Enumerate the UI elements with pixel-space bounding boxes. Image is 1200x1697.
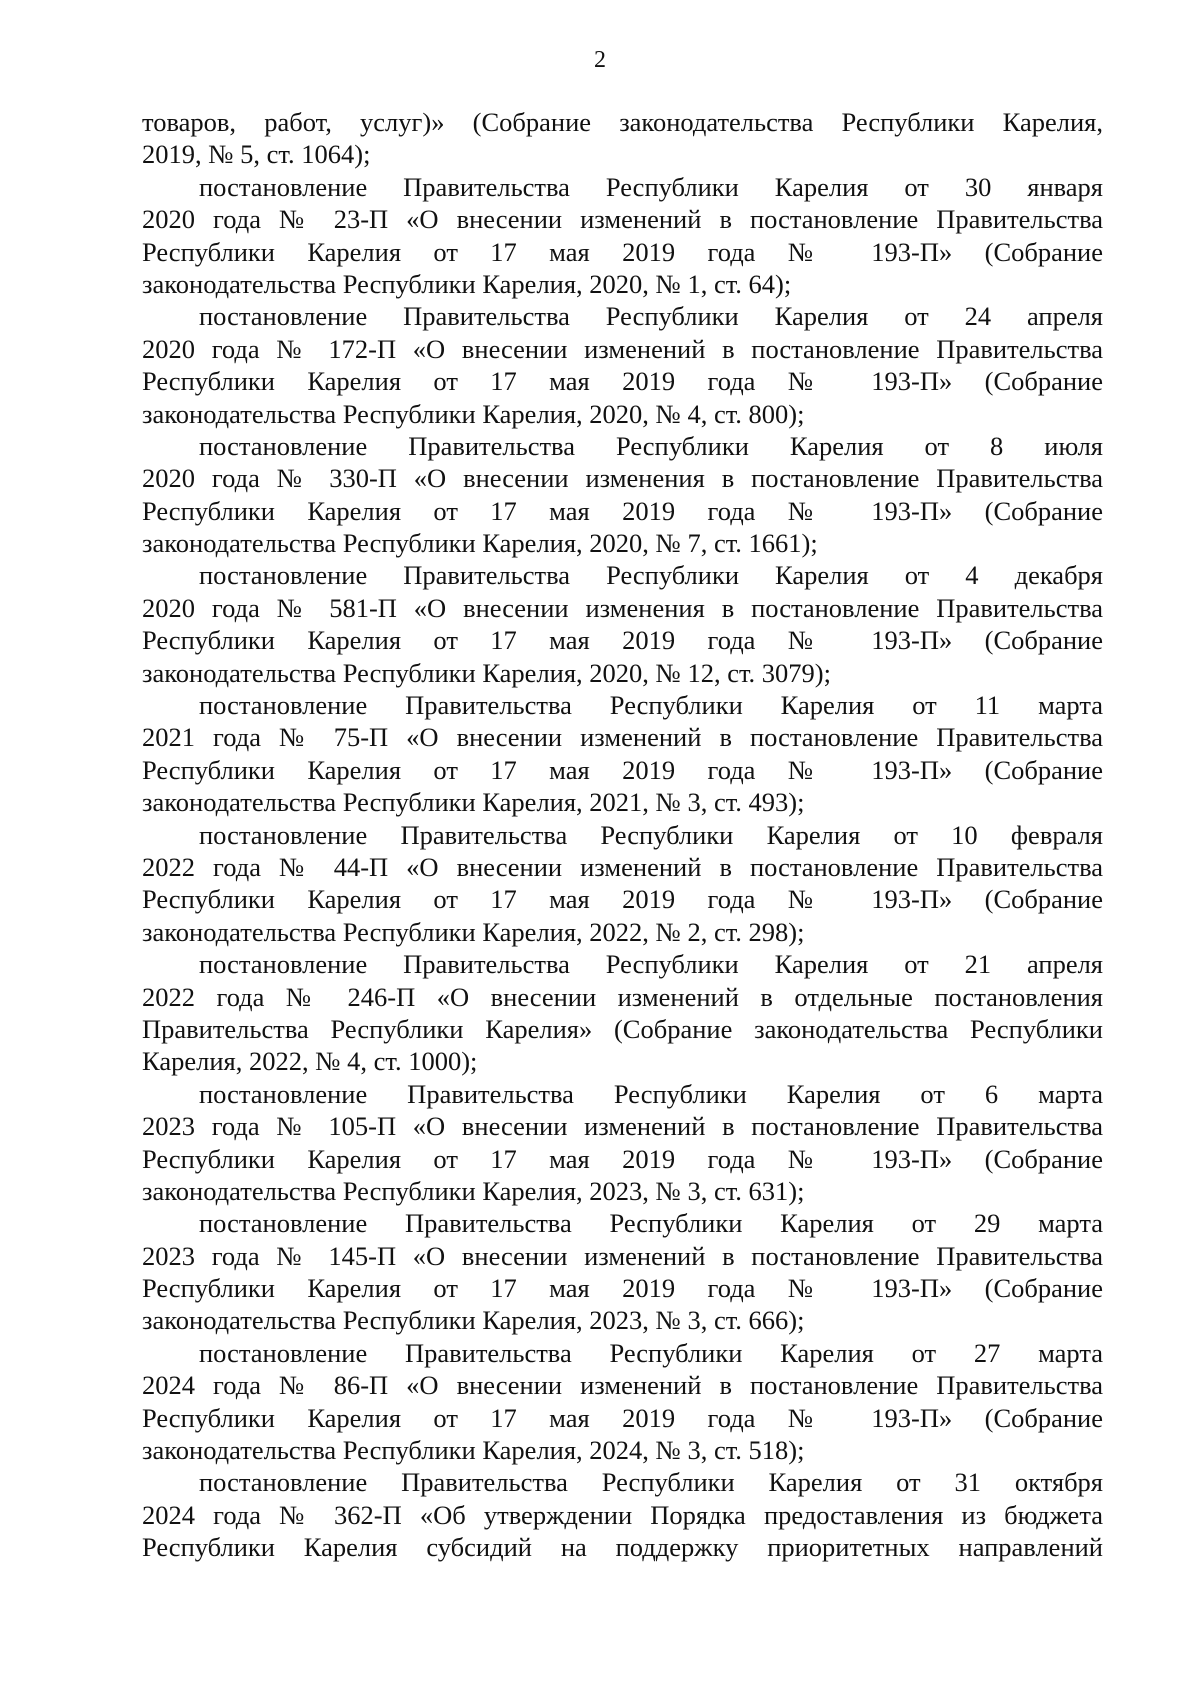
paragraph-line: Республики Карелия от 17 мая 2019 года № 193-П» (Собрание — [142, 1143, 1103, 1174]
paragraph-line: законодательства Республики Карелия, 2020, № 4, ст. 800); — [142, 398, 805, 429]
paragraph-line: постановление Правительства Республики Карелия от 10 февраля — [199, 819, 1103, 850]
paragraph-line: постановление Правительства Республики Карелия от 30 января — [199, 171, 1103, 202]
paragraph-line: Правительства Республики Карелия» (Собрание законодательства Республики — [142, 1013, 1103, 1044]
paragraph-line: 2021 года № 75-П «О внесении изменений в постановление Правительства — [142, 722, 1103, 753]
document-paragraph — [142, 171, 1103, 301]
paragraph-line: постановление Правительства Республики Карелия от 6 марта — [199, 1078, 1103, 1109]
paragraph-line: законодательства Республики Карелия, 2020, № 12, ст. 3079); — [142, 657, 831, 688]
paragraph-line: постановление Правительства Республики Карелия от 4 декабря — [199, 560, 1103, 591]
paragraph-line: 2020 года № 330-П «О внесении изменения в постановление Правительства — [142, 463, 1103, 494]
paragraph-line: Карелия, 2022, № 4, ст. 1000); — [142, 1046, 478, 1077]
document-paragraph — [142, 689, 1103, 819]
paragraph-line: Республики Карелия от 17 мая 2019 года № 193-П» (Собрание — [142, 366, 1103, 397]
paragraph-line: законодательства Республики Карелия, 2022, № 2, ст. 298); — [142, 916, 805, 947]
document-paragraph — [142, 106, 1103, 171]
paragraph-line: постановление Правительства Республики Карелия от 29 марта — [199, 1208, 1103, 1239]
paragraph-line: постановление Правительства Республики Карелия от 11 марта — [199, 690, 1103, 721]
paragraph-line: 2023 года № 145-П «О внесении изменений в постановление Правительства — [142, 1240, 1103, 1271]
paragraph-line: 2024 года № 362-П «Об утверждении Порядка предоставления из бюджета — [142, 1499, 1103, 1530]
paragraph-line: Республики Карелия от 17 мая 2019 года № 193-П» (Собрание — [142, 625, 1103, 656]
paragraph-line: законодательства Республики Карелия, 2023, № 3, ст. 666); — [142, 1305, 805, 1336]
paragraph-line: 2019, № 5, ст. 1064); — [142, 139, 371, 170]
document-paragraph — [142, 430, 1103, 560]
document-body — [142, 106, 1103, 1564]
paragraph-line: Республики Карелия субсидий на поддержку приоритетных направлений — [142, 1532, 1103, 1563]
document-paragraph — [142, 1337, 1103, 1467]
paragraph-line: Республики Карелия от 17 мая 2019 года № 193-П» (Собрание — [142, 1273, 1103, 1304]
paragraph-line: 2020 года № 23-П «О внесении изменений в постановление Правительства — [142, 204, 1103, 235]
paragraph-line: законодательства Республики Карелия, 2024, № 3, ст. 518); — [142, 1435, 805, 1466]
paragraph-line: постановление Правительства Республики Карелия от 31 октября — [199, 1467, 1103, 1498]
paragraph-line: 2020 года № 581-П «О внесении изменения в постановление Правительства — [142, 592, 1103, 623]
paragraph-line: законодательства Республики Карелия, 2023, № 3, ст. 631); — [142, 1175, 805, 1206]
paragraph-line: постановление Правительства Республики Карелия от 21 апреля — [199, 949, 1103, 980]
paragraph-line: законодательства Республики Карелия, 2020, № 7, ст. 1661); — [142, 528, 818, 559]
paragraph-line: Республики Карелия от 17 мая 2019 года № 193-П» (Собрание — [142, 495, 1103, 526]
page-number: 2 — [594, 47, 606, 73]
document-paragraph — [142, 819, 1103, 949]
document-paragraph — [142, 559, 1103, 689]
paragraph-line: законодательства Республики Карелия, 2021, № 3, ст. 493); — [142, 787, 805, 818]
paragraph-line: товаров, работ, услуг)» (Собрание законодательства Республики Карелия, — [142, 107, 1103, 137]
document-paragraph — [142, 1207, 1103, 1337]
paragraph-line: Республики Карелия от 17 мая 2019 года № 193-П» (Собрание — [142, 754, 1103, 785]
paragraph-line: 2020 года № 172-П «О внесении изменений в постановление Правительства — [142, 333, 1103, 364]
paragraph-line: 2024 года № 86-П «О внесении изменений в постановление Правительства — [142, 1370, 1103, 1401]
paragraph-line: законодательства Республики Карелия, 2020, № 1, ст. 64); — [142, 268, 792, 299]
paragraph-line: 2022 года № 44-П «О внесении изменений в постановление Правительства — [142, 851, 1103, 882]
paragraph-line: постановление Правительства Республики Карелия от 27 марта — [199, 1337, 1103, 1368]
paragraph-line: постановление Правительства Республики Карелия от 8 июля — [199, 430, 1103, 461]
paragraph-line: Республики Карелия от 17 мая 2019 года № 193-П» (Собрание — [142, 236, 1103, 267]
document-paragraph — [142, 948, 1103, 1078]
paragraph-line: 2023 года № 105-П «О внесении изменений в постановление Правительства — [142, 1111, 1103, 1142]
document-paragraph — [142, 1078, 1103, 1208]
paragraph-line: Республики Карелия от 17 мая 2019 года № 193-П» (Собрание — [142, 1402, 1103, 1433]
document-paragraph — [142, 300, 1103, 430]
document-paragraph — [142, 1466, 1103, 1563]
paragraph-line: постановление Правительства Республики Карелия от 24 апреля — [199, 301, 1103, 332]
paragraph-line: Республики Карелия от 17 мая 2019 года № 193-П» (Собрание — [142, 884, 1103, 915]
paragraph-line: 2022 года № 246-П «О внесении изменений в отдельные постановления — [142, 981, 1103, 1012]
